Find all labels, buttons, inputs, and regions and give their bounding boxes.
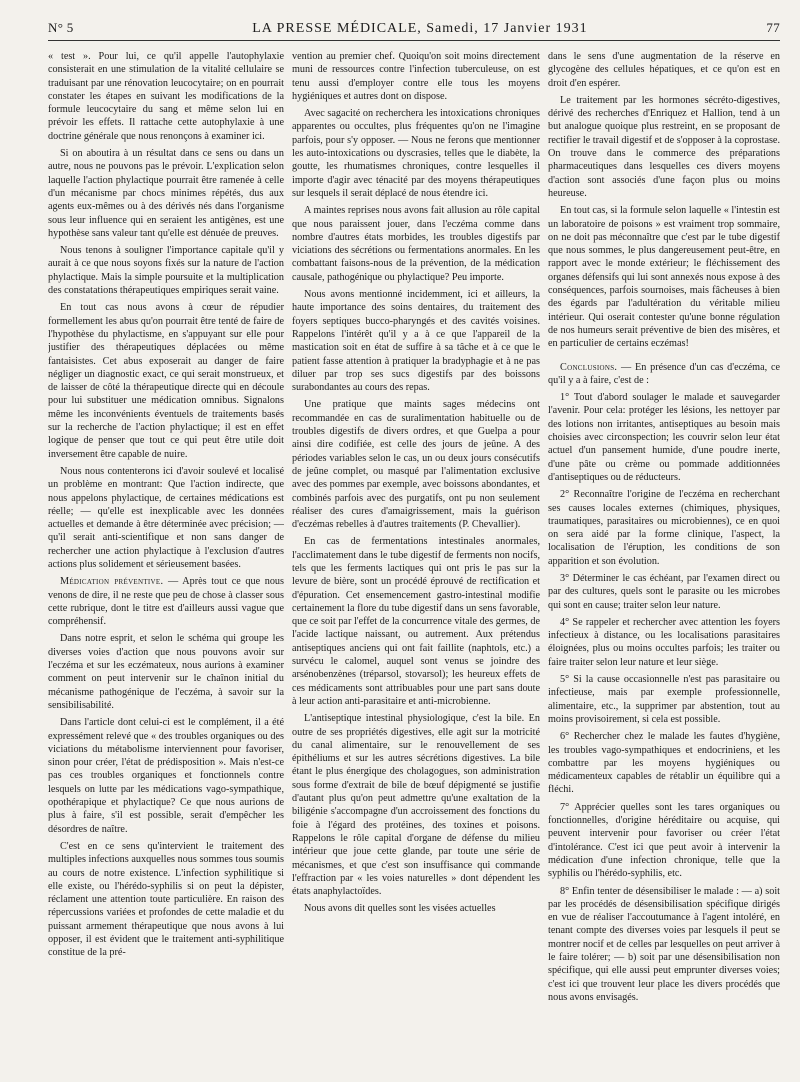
paragraph-text: A maintes reprises nous avons fait allusion au rôle capital que nous paraissent jouer, dans l'eczéma comme dans nombre d'autres états morbides, les troubles digestifs par viciations des sécrétions ou fermentations anormales. En les combattant faisons-nous de la prévention, de la médication causale, pathogénique ou phylactique? Peu importe. <box>292 205 540 283</box>
paragraph-text: Dans notre esprit, et selon le schéma qui groupe les diverses voies d'action que nous pouvons avoir sur l'eczéma et sur les eczémateux, nous aurions à examiner comment on peut intervenir sur le chaînon initial du mécanisme pathogénique de l'eczéma, à savoir sur la sensibilisabilité. <box>48 633 284 711</box>
header-rule <box>48 40 780 41</box>
paragraph <box>292 204 540 284</box>
conclusion-item <box>548 572 780 612</box>
section-heading: Médication préventive. <box>60 576 164 588</box>
conclusion-item <box>548 673 780 726</box>
page-header <box>48 20 780 42</box>
section-heading: Conclusions. <box>560 361 618 373</box>
paragraph-text: 1° Tout d'abord soulager le malade et sauvegarder l'avenir. Pour cela: protéger les lésions, les nettoyer par des lotions non irritantes, antiseptiques au besoin mais choisies avec circonspection; les couvrir selon leur état actuel d'un pansement humide, d'une poudre inerte, d'une pâte ou crème ou pommade additionnées d'antiseptiques ou de réducteurs. <box>548 392 780 483</box>
paragraph-text: 7° Apprécier quelles sont les tares organiques ou fonctionnelles, d'origine héréditaire ou acquise, qui peuvent intervenir pour favoriser ou créer l'état d'intolérance. C'est ici que peut avoir à intervenir la médication d'une infection chronique, telle que la syphilis ou l'hérédo-syphilis, etc. <box>548 801 780 880</box>
paragraph-text: 5° Si la cause occasionnelle n'est pas parasitaire ou infectieuse, mais par exemple professionnelle, alimentaire, etc., la supprimer par abstention, tout au moins provisoirement, si cela est possible. <box>548 674 780 725</box>
paragraph-text: En tout cas, si la formule selon laquelle « l'intestin est un laboratoire de poisons » est vraiment trop sommaire, on ne doit pas méconnaître que c'est par le tube digestif que nous sommes, le plus dangereusement peut-être, en rapport avec le monde extérieur; le fléchissement des organes défensifs qui lui sont annexés nous expose à des conséquences, parfois sournoises, mais fâcheuses à bien des égards par l'adultération du véritable milieu intérieur. Qui oserait contester qu'une bonne régulation de nos humeurs serait préventive de bien des misères, et en particulier de certains eczémas! <box>548 205 780 350</box>
conclusion-item <box>548 488 780 568</box>
paragraph-text: L'antiseptique intestinal physiologique, c'est la bile. En outre de ses propriétés digestives, elle agit sur la motricité du canal alimentaire, sur le renouvellement de ses épithéliums et sur les autres sécrétions digestives. La bile étant le plus énergique des cholagogues, son administration sous forme d'extrait de bile de bœuf dépigmenté se justifie d'autant plus qu'on peut admettre qu'une exaltation de la biligénie s'accompagne d'un accroissement des fonctions du foie à l'égard des protéines, des toxines et poisons. Rappelons le rôle capital d'organe de défense du milieu intérieur que joue cette glande, par toute une série de mécanismes, et que c'est son insuffisance qui commande l'effraction par « les voies naturelles » dont dépendent les états anaphylactoïdes. <box>292 713 540 898</box>
paragraph <box>292 107 540 200</box>
paragraph-text: Nous avons dit quelles sont les visées actuelles <box>304 903 496 915</box>
paragraph <box>48 840 284 960</box>
conclusion-item <box>548 885 780 1005</box>
paragraph-text: Une pratique que maints sages médecins ont recommandée en cas de suralimentation habituelle ou de troubles digestifs de divers ordres, et que Guelpa a pour ainsi dire codifiée, est celle des jours de jeûne. A des périodes variables selon le cas, un ou deux jours consécutifs de jeûne complet, ou masqué par l'alimentation exclusive avec des pommes par exemple, avec boissons abondantes, et combinés parfois avec des purgatifs, ont pu non seulement réaliser des cures d'amaigrissement, mais la guérison d'eczémas rebelles à d'autres traitements (P. Chevallier). <box>292 399 540 531</box>
conclusion-item <box>548 616 780 669</box>
paragraph-text: En tout cas nous avons à cœur de répudier formellement les abus qu'on pourrait être tenté de faire de l'hypothèse du phylactisme, en s'appuyant sur elle pour justifier des thérapeutiques déplacées ou même fantaisistes. Cet abus exposerait au danger de faire négliger un diagnostic exact, ce qui serait monstrueux, et de laisser de côté la thérapeutique directe qui en découle pour lui substituer une médication omnibus. Signalons même les inconvénients éventuels de traitements basés sur la recherche de l'action phylactique; il est en effet logique de penser que tout ce qui peut être utile doit inversement être capable de nuire. <box>48 302 284 460</box>
paragraph-text: Nous tenons à souligner l'importance capitale qu'il y aurait à ce que nous soyons fixés sur la nature de l'action phylactique. Mais la simple poursuite et la multiplication des constatations thérapeutiques empiriques serait vaine. <box>48 245 284 297</box>
paragraph <box>292 50 540 103</box>
conclusion-item <box>548 730 780 796</box>
paragraph <box>292 288 540 394</box>
paragraph-text: Si on aboutira à un résultat dans ce sens ou dans un autre, nous ne pouvons pas le prévoir. L'explication selon laquelle l'action phylactique pourrait être ramenée à celle d'un mécanisme par chocs minimes répétés, dus aux agents eux-mêmes ou à des dérivés nés dans l'organisme sous leur influence qui en seraient les antigènes, est une hypothèse sans valeur tant qu'elle est dénuée de preuves. <box>48 148 284 239</box>
paragraph-text: — En présence d'un cas d'eczéma, ce qu'il y a à faire, c'est de : <box>548 361 780 386</box>
conclusion-item <box>548 391 780 484</box>
paragraph-text: 8° Enfin tenter de désensibiliser le malade : — a) soit par les procédés de désensibilisation spécifique dirigés en vue de réaliser l'accoutumance à l'agent intoléré, en tenant compte des diverses voies par lesquels il peut se montrer nocif et de celles par lesquelles on peut arriver à le faire tolérer; — b) soit par une désensibilisation non spécifique, qui elle aussi peut emprunter diverses voies; c'est ici que trouvent leur place les divers procédés que nous avons envisagés. <box>548 885 780 1003</box>
paragraph <box>48 50 284 143</box>
paragraph <box>548 204 780 350</box>
paragraph-text: vention au premier chef. Quoiqu'on soit moins directement muni de ressources contre l'infection tuberculeuse, on est tenu aussi d'employer contre elle tous les moyens hygiéniques et autres dont on dispose. <box>292 51 540 102</box>
paragraph <box>48 244 284 297</box>
paragraph-text: Nous avons mentionné incidemment, ici et ailleurs, la haute importance des soins dentaires, du traitement des foyers septiques bucco-pharyngés et des cavités voisines. Rappelons l'intérêt qu'il y a à ce que l'appareil de la mastication soit en état de suffire à sa tâche et à ce que le patient fasse attention à pratiquer la bradyphagie et à ne pas diluer par trop ses sucs digestifs par des boissons surabondantes au cours des repas. <box>292 289 540 394</box>
paragraph-text: C'est en ce sens qu'intervient le traitement des multiples infections auxquelles nous sommes tous soumis au cours de notre existence. L'infection syphilitique si elle existe, ou l'hérédo-syphilis si on peut la dépister, réclament une attention toute particulière. En raison des répercussions variées et profondes de cette maladie et du puissant armement thérapeutique que nous avons à lui opposer, il est évident que le traitement anti-syphilitique constitue de la pré- <box>48 840 284 959</box>
paragraph-text: 3° Déterminer le cas échéant, par l'examen direct ou par des cultures, quels sont le parasite ou les microbes qui sont en cause; traiter selon leur nature. <box>548 572 780 611</box>
conclusion-item <box>548 801 780 881</box>
paragraph-text: Nous nous contenterons ici d'avoir soulevé et localisé un problème en montrant: Que l'action indirecte, que nous appelons phylactique, de certaines médications est réelle; — qu'elle est inexplicable avec les données actuelles et demande à être déterminée avec précision; — qu'il serait anti-scientifique et non sans danger de rechercher une action phylactique à l'exclusion d'autres actions plus solidement et sérieusement basées. <box>48 465 284 570</box>
paragraph-text: En cas de fermentations intestinales anormales, l'acclimatement dans le tube digestif de ferments non nocifs, tels que les ferments lactiques qui ont pris le pas sur la levure de bière, sont un procédé éprouvé de rectification et d'épuration. Cet ensemencement gastro-intestinal modifie certainement la flore du tube digestif dans un sens favorable, que ce soit par l'effet de la concurrence vitale des germes, de l'acide lactique naissant, ou autrement. Aux prétendus antiseptiques anciens qui ont fait faillite (naphtols, etc.) a survécu le calomel, auquel sont venus se joindre des arsénobenzènes (tréparsol, stovarsol); les heureux effets de ces médicaments sont attribuables pour une part sans doute à leur action anti-parasitaire et anti-microbienne. <box>292 536 540 707</box>
paragraph <box>292 712 540 898</box>
paragraph <box>548 50 780 90</box>
paragraph <box>292 535 540 708</box>
paragraph-text: « test ». Pour lui, ce qu'il appelle l'autophylaxie consisterait en une stimulation de la vitalité cellulaire se traduisant par une rénovation leucocytaire; on en pourrait constater les étapes en suivant les modifications de la formule leucocytaire du sang et même selon lui en prévoir les effets. Il rattache cette autophylaxie à une doctrine générale que nous renonçons à examiner ici. <box>48 51 284 142</box>
paragraph <box>548 94 780 200</box>
paragraph-text: 4° Se rappeler et rechercher avec attention les foyers infectieux à distance, ou les localisations parasitaires éloignées, plus ou moins occultes parfois; les traiter ou faire traiter selon leur nature et leur siège. <box>548 616 780 668</box>
paragraph <box>292 398 540 531</box>
column-right <box>548 50 780 1070</box>
page-number: 77 <box>766 20 780 35</box>
article-columns <box>48 50 780 1070</box>
journal-title: LA PRESSE MÉDICALE, Samedi, 17 Janvier 1931 <box>252 21 588 36</box>
paragraph <box>48 465 284 571</box>
section-paragraph <box>48 575 284 628</box>
paragraph-text: dans le sens d'une augmentation de la réserve en glycogène des cellules hépatiques, et ce qu'on est en droit d'en espérer. <box>548 51 780 89</box>
paragraph-text: — Après tout ce que nous venons de dire, il ne reste que peu de chose à classer sous cette rubrique, dont le titre est d'ailleurs aussi vague que compréhensif. <box>48 576 284 628</box>
paragraph-text: Avec sagacité on recherchera les intoxications chroniques apparentes ou occultes, plus fréquentes qu'on ne l'imagine parfois, pour s'y opposer. — Nous ne ferons que mentionner les auto-intoxications ou dyscrasies, telles que le diabète, la goutte, les rhumatismes chroniques, contre lesquelles il importe d'agir avec ténacité par des moyens thérapeutiques sur lesquels il serait déplacé de nous étendre ici. <box>292 108 540 199</box>
paragraph-text: 6° Rechercher chez le malade les fautes d'hygiène, les troubles vago-sympathiques et endocriniens, et les combattre par les moyens hygiéniques ou médicamenteux capables de rétablir un équilibre qui a fléchi. <box>548 731 780 796</box>
paragraph <box>48 301 284 461</box>
paragraph-text: Dans l'article dont celui-ci est le complément, il a été expressément relevé que « des troubles organiques ou des viciations du métabolisme interviennent pour favoriser, sinon pour créer, l'état de prédisposition ». Mais n'est-ce pas ces troubles organiques et fonctionnels contre lesquels on lutte par les médications vago-sympathique, opothérapique et phylactique? Ce que nous aurions de plus à faire, s'il est possible, serait d'empêcher les désordres de naître. <box>48 717 284 835</box>
paragraph-text: 2° Reconnaître l'origine de l'eczéma en recherchant ses causes locales externes (chimiques, physiques, traumatiques, parasitaires ou microbiennes), ce en quoi on sera aidé par la forme clinique, l'aspect, la localisation de l'éruption, les conditions de son apparition et son évolution. <box>548 489 780 567</box>
issue-number: N° 5 <box>48 20 74 35</box>
paragraph-text: Le traitement par les hormones sécréto-digestives, dérivé des recherches d'Enriquez et Hallion, tend à un but analogue quoique plus restreint, en se proposant de rectifier le travail digestif et de s'opposer à la coprostase. On trouve dans le commerce des préparations pharmaceutiques dans lesquelles ces divers moyens d'action sont associés d'une façon plus ou moins heureuse. <box>548 94 780 199</box>
paragraph <box>48 147 284 240</box>
paragraph <box>48 716 284 836</box>
paragraph <box>292 902 540 915</box>
paragraph <box>48 632 284 712</box>
section-paragraph <box>548 361 780 388</box>
column-middle <box>292 50 540 1070</box>
column-left <box>48 50 284 1070</box>
